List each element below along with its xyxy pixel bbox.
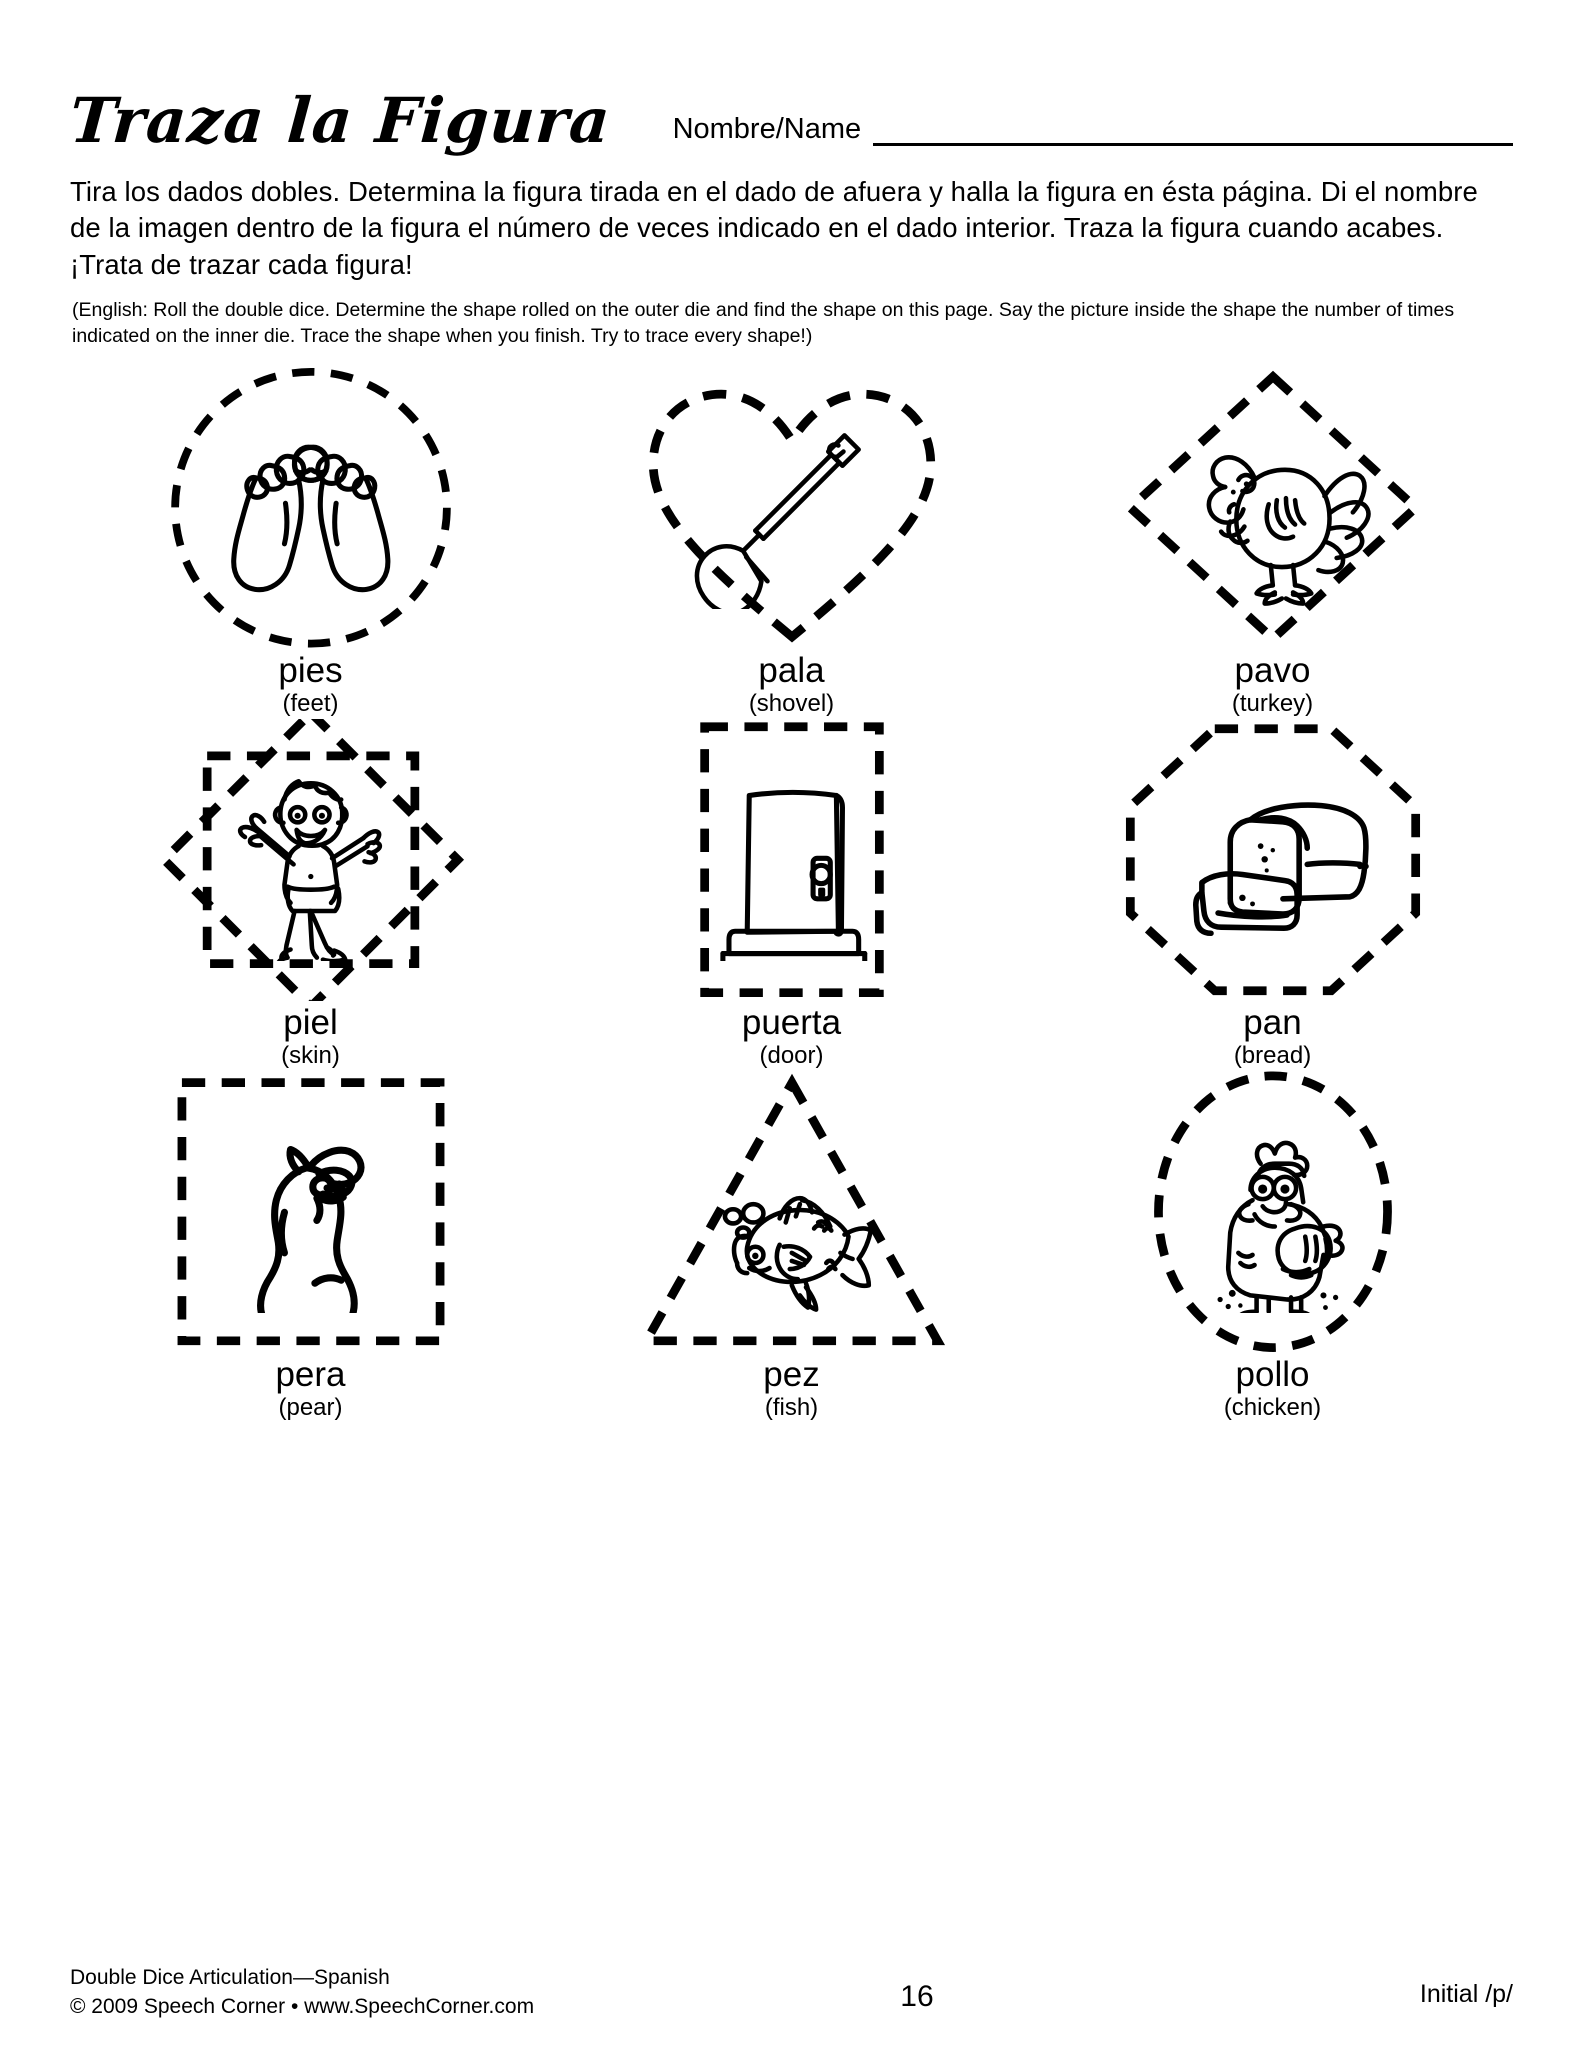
feet-picture [192, 407, 430, 610]
shape-cell-pan [1032, 719, 1513, 1071]
word-english: (bread) [1233, 1042, 1312, 1070]
shape-cell-pavo [1032, 367, 1513, 719]
label-group [1233, 1002, 1312, 1072]
header [67, 0, 1513, 157]
label-group [741, 1002, 842, 1072]
footer-title: Double Dice Articulation—Spanish [70, 1966, 390, 1990]
footer-copyright: © 2009 Speech Corner • www.SpeechCorner.com [70, 1995, 535, 2019]
label-group [281, 1002, 340, 1072]
target-sound: Initial /p/ [1419, 1980, 1513, 2009]
trace-shape-rectangle[interactable] [627, 719, 957, 1000]
shape-cell-puerta [551, 719, 1032, 1071]
shape-grid [70, 367, 1513, 1423]
fish-picture [673, 1111, 911, 1314]
name-field-group [673, 113, 1513, 152]
instructions-english: (English: Roll the double dice. Determine the shape rolled on the outer die and find the shape on this page. Say the picture inside the shape the number of times indicated on the inner die. Trace the shape when you finish. Try to trace every shape!) [72, 298, 1455, 348]
word-english: (skin) [281, 1042, 340, 1070]
label-group [748, 650, 835, 720]
label-group [278, 650, 343, 720]
shape-cell-pera [70, 1071, 551, 1423]
door-picture [673, 759, 911, 962]
word-english: (chicken) [1223, 1394, 1322, 1422]
page-number: 16 [900, 1980, 934, 2014]
trace-shape-diamond[interactable] [1108, 367, 1438, 648]
chicken-picture [1154, 1111, 1392, 1314]
footer-credits [70, 1964, 534, 2022]
trace-shape-circle[interactable] [146, 367, 476, 648]
trace-shape-heart[interactable] [627, 367, 957, 648]
word-english: (feet) [282, 690, 339, 718]
label-group [275, 1354, 346, 1424]
shape-cell-pies [70, 367, 551, 719]
trace-shape-oval[interactable] [1108, 1071, 1438, 1352]
word-spanish: pies [278, 650, 343, 690]
bread-picture [1154, 759, 1392, 962]
pear-picture [192, 1111, 430, 1314]
word-spanish: pala [758, 650, 825, 690]
instructions-spanish: Tira los dados dobles. Determina la figura tirada en el dado de afuera y halla la figura en ésta página. Di el nombre de la imagen dentro de la figura el número de veces indicado en el dado interior. Traza la figura cuando acabes. ¡Trata de trazar cada figura! [70, 176, 1478, 280]
word-english: (fish) [764, 1394, 819, 1422]
word-spanish: pez [763, 1354, 820, 1394]
turkey-picture [1154, 407, 1392, 610]
word-spanish: pollo [1235, 1354, 1310, 1394]
label-group [1231, 650, 1314, 720]
label-group [763, 1354, 820, 1424]
trace-shape-octagon[interactable] [1108, 719, 1438, 1000]
page-title: Traza la Figura [67, 84, 614, 157]
name-label: Nombre/Name [672, 113, 862, 145]
shape-cell-piel [70, 719, 551, 1071]
word-english: (pear) [278, 1394, 343, 1422]
trace-shape-star[interactable] [146, 719, 476, 1000]
shape-cell-pollo [1032, 1071, 1513, 1423]
word-english: (shovel) [748, 690, 835, 718]
footer [70, 1964, 1513, 2022]
shape-cell-pez [551, 1071, 1032, 1423]
word-english: (turkey) [1231, 690, 1314, 718]
word-spanish: pan [1243, 1002, 1302, 1042]
boy-skin-picture [192, 759, 430, 962]
trace-shape-square[interactable] [146, 1071, 476, 1352]
word-spanish: pera [275, 1354, 346, 1394]
word-spanish: pavo [1234, 650, 1311, 690]
shovel-picture [673, 407, 911, 610]
word-spanish: puerta [741, 1002, 842, 1042]
name-write-line[interactable] [873, 117, 1513, 146]
label-group [1223, 1354, 1322, 1424]
trace-shape-triangle[interactable] [627, 1071, 957, 1352]
word-spanish: piel [283, 1002, 338, 1042]
word-english: (door) [759, 1042, 824, 1070]
shape-cell-pala [551, 367, 1032, 719]
